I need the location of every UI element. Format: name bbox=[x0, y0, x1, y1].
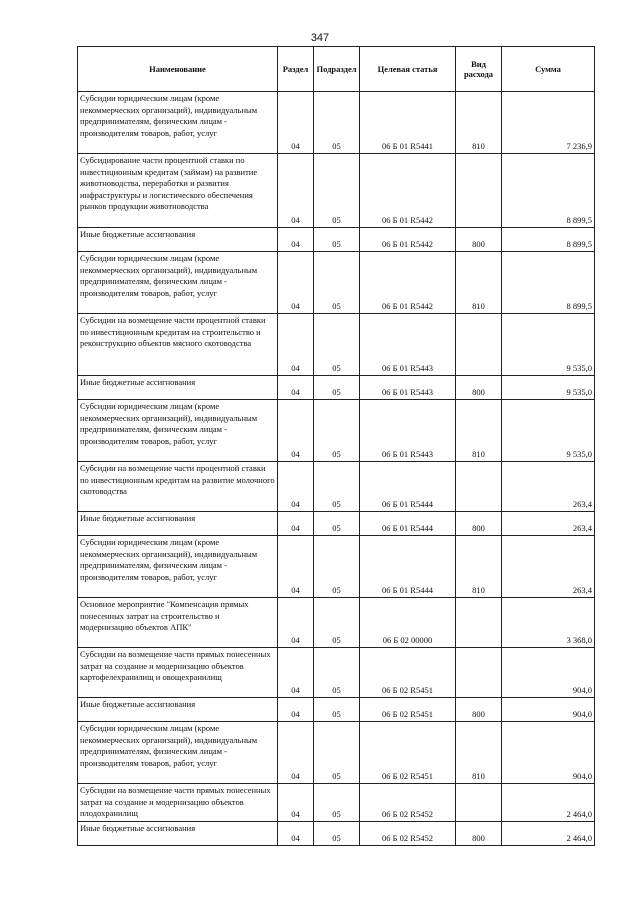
cell-section: 04 bbox=[278, 784, 314, 822]
col-header-expense: Вид расхода bbox=[456, 47, 502, 92]
table-body bbox=[78, 92, 595, 846]
table-row bbox=[78, 400, 595, 462]
cell-name: Иные бюджетные ассигнования bbox=[78, 228, 278, 252]
table-row bbox=[78, 784, 595, 822]
cell-sum: 7 236,9 bbox=[502, 92, 595, 154]
cell-sum: 904,0 bbox=[502, 648, 595, 698]
cell-expense: 810 bbox=[456, 400, 502, 462]
cell-target: 06 Б 01 R5444 bbox=[360, 512, 456, 536]
cell-sum: 2 464,0 bbox=[502, 784, 595, 822]
cell-section: 04 bbox=[278, 92, 314, 154]
cell-section: 04 bbox=[278, 536, 314, 598]
cell-target: 06 Б 01 R5442 bbox=[360, 154, 456, 228]
cell-sum: 263,4 bbox=[502, 462, 595, 512]
cell-section: 04 bbox=[278, 698, 314, 722]
cell-name: Субсидии на возмещение части процентной ставки по инвестиционным кредитам на развитие молочного скотоводства bbox=[78, 462, 278, 512]
cell-expense bbox=[456, 154, 502, 228]
cell-name: Субсидирование части процентной ставки по инвестиционным кредитам (займам) на развитие животноводства, переработки и развития инфраструктуры и логистического обеспечения рынков продукции животноводства bbox=[78, 154, 278, 228]
table-row bbox=[78, 512, 595, 536]
cell-subsection: 05 bbox=[314, 536, 360, 598]
cell-section: 04 bbox=[278, 154, 314, 228]
budget-table bbox=[77, 46, 595, 846]
cell-section: 04 bbox=[278, 228, 314, 252]
cell-name: Иные бюджетные ассигнования bbox=[78, 822, 278, 846]
cell-sum: 263,4 bbox=[502, 536, 595, 598]
cell-target: 06 Б 02 R5451 bbox=[360, 698, 456, 722]
cell-sum: 8 899,5 bbox=[502, 252, 595, 314]
cell-target: 06 Б 01 R5441 bbox=[360, 92, 456, 154]
cell-section: 04 bbox=[278, 598, 314, 648]
cell-section: 04 bbox=[278, 252, 314, 314]
table-row bbox=[78, 252, 595, 314]
cell-name: Субсидии на возмещение части процентной ставки по инвестиционным кредитам на строительство и реконструкцию объектов мясного скотоводства bbox=[78, 314, 278, 376]
table-row bbox=[78, 598, 595, 648]
cell-target: 06 Б 01 R5442 bbox=[360, 228, 456, 252]
cell-sum: 9 535,0 bbox=[502, 314, 595, 376]
cell-expense: 810 bbox=[456, 92, 502, 154]
cell-expense bbox=[456, 784, 502, 822]
cell-expense: 800 bbox=[456, 512, 502, 536]
cell-target: 06 Б 01 R5442 bbox=[360, 252, 456, 314]
cell-expense: 800 bbox=[456, 228, 502, 252]
table-row bbox=[78, 92, 595, 154]
table-row bbox=[78, 822, 595, 846]
cell-section: 04 bbox=[278, 400, 314, 462]
table-row bbox=[78, 462, 595, 512]
cell-subsection: 05 bbox=[314, 462, 360, 512]
cell-expense: 810 bbox=[456, 722, 502, 784]
cell-expense: 800 bbox=[456, 376, 502, 400]
cell-name: Субсидии на возмещение части прямых понесенных затрат на создание и модернизацию объектов плодохранилищ bbox=[78, 784, 278, 822]
cell-name: Иные бюджетные ассигнования bbox=[78, 698, 278, 722]
cell-subsection: 05 bbox=[314, 822, 360, 846]
cell-sum: 9 535,0 bbox=[502, 376, 595, 400]
cell-expense bbox=[456, 648, 502, 698]
cell-sum: 9 535,0 bbox=[502, 400, 595, 462]
col-header-section: Раздел bbox=[278, 47, 314, 92]
col-header-name: Наименование bbox=[78, 47, 278, 92]
cell-subsection: 05 bbox=[314, 698, 360, 722]
cell-expense: 800 bbox=[456, 822, 502, 846]
cell-target: 06 Б 01 R5444 bbox=[360, 536, 456, 598]
cell-subsection: 05 bbox=[314, 376, 360, 400]
table-row bbox=[78, 698, 595, 722]
cell-expense bbox=[456, 314, 502, 376]
cell-target: 06 Б 01 R5443 bbox=[360, 376, 456, 400]
cell-sum: 904,0 bbox=[502, 698, 595, 722]
cell-sum: 2 464,0 bbox=[502, 822, 595, 846]
cell-sum: 8 899,5 bbox=[502, 154, 595, 228]
cell-name: Субсидии юридическим лицам (кроме некоммерческих организаций), индивидуальным предпринимателям, физическим лицам - производителям товаров, работ, услуг bbox=[78, 536, 278, 598]
cell-subsection: 05 bbox=[314, 400, 360, 462]
table-row bbox=[78, 648, 595, 698]
col-header-sum: Сумма bbox=[502, 47, 595, 92]
cell-name: Субсидии юридическим лицам (кроме некоммерческих организаций), индивидуальным предпринимателям, физическим лицам - производителям товаров, работ, услуг bbox=[78, 92, 278, 154]
cell-expense: 800 bbox=[456, 698, 502, 722]
cell-expense bbox=[456, 462, 502, 512]
cell-sum: 8 899,5 bbox=[502, 228, 595, 252]
cell-section: 04 bbox=[278, 648, 314, 698]
cell-expense bbox=[456, 598, 502, 648]
cell-target: 06 Б 02 R5451 bbox=[360, 722, 456, 784]
cell-sum: 3 368,0 bbox=[502, 598, 595, 648]
cell-target: 06 Б 02 R5451 bbox=[360, 648, 456, 698]
cell-sum: 263,4 bbox=[502, 512, 595, 536]
table-row bbox=[78, 722, 595, 784]
cell-target: 06 Б 01 R5443 bbox=[360, 314, 456, 376]
cell-target: 06 Б 02 00000 bbox=[360, 598, 456, 648]
table-row bbox=[78, 376, 595, 400]
cell-subsection: 05 bbox=[314, 648, 360, 698]
cell-sum: 904,0 bbox=[502, 722, 595, 784]
cell-name: Субсидии юридическим лицам (кроме некоммерческих организаций), индивидуальным предпринимателям, физическим лицам - производителям товаров, работ, услуг bbox=[78, 252, 278, 314]
cell-subsection: 05 bbox=[314, 252, 360, 314]
cell-name: Иные бюджетные ассигнования bbox=[78, 512, 278, 536]
cell-expense: 810 bbox=[456, 252, 502, 314]
cell-section: 04 bbox=[278, 376, 314, 400]
cell-subsection: 05 bbox=[314, 722, 360, 784]
col-header-subsection: Подраздел bbox=[314, 47, 360, 92]
cell-target: 06 Б 02 R5452 bbox=[360, 784, 456, 822]
table-row bbox=[78, 228, 595, 252]
cell-target: 06 Б 01 R5444 bbox=[360, 462, 456, 512]
cell-name: Субсидии юридическим лицам (кроме некоммерческих организаций), индивидуальным предпринимателям, физическим лицам - производителям товаров, работ, услуг bbox=[78, 722, 278, 784]
table-header-row bbox=[78, 47, 595, 92]
cell-subsection: 05 bbox=[314, 228, 360, 252]
cell-subsection: 05 bbox=[314, 598, 360, 648]
cell-expense: 810 bbox=[456, 536, 502, 598]
cell-subsection: 05 bbox=[314, 154, 360, 228]
cell-subsection: 05 bbox=[314, 92, 360, 154]
cell-name: Субсидии юридическим лицам (кроме некоммерческих организаций), индивидуальным предпринимателям, физическим лицам - производителям товаров, работ, услуг bbox=[78, 400, 278, 462]
cell-subsection: 05 bbox=[314, 784, 360, 822]
cell-section: 04 bbox=[278, 462, 314, 512]
cell-section: 04 bbox=[278, 314, 314, 376]
cell-name: Основное мероприятие "Компенсация прямых понесенных затрат на строительство и модернизацию объектов АПК" bbox=[78, 598, 278, 648]
table-row bbox=[78, 154, 595, 228]
table-row bbox=[78, 314, 595, 376]
cell-name: Субсидии на возмещение части прямых понесенных затрат на создание и модернизацию объектов картофелехранилищ и овощехранилищ bbox=[78, 648, 278, 698]
col-header-target: Целевая статья bbox=[360, 47, 456, 92]
page-number: 347 bbox=[310, 32, 330, 44]
cell-subsection: 05 bbox=[314, 314, 360, 376]
cell-name: Иные бюджетные ассигнования bbox=[78, 376, 278, 400]
cell-section: 04 bbox=[278, 512, 314, 536]
cell-section: 04 bbox=[278, 722, 314, 784]
cell-section: 04 bbox=[278, 822, 314, 846]
table-row bbox=[78, 536, 595, 598]
cell-target: 06 Б 02 R5452 bbox=[360, 822, 456, 846]
cell-subsection: 05 bbox=[314, 512, 360, 536]
cell-target: 06 Б 01 R5443 bbox=[360, 400, 456, 462]
